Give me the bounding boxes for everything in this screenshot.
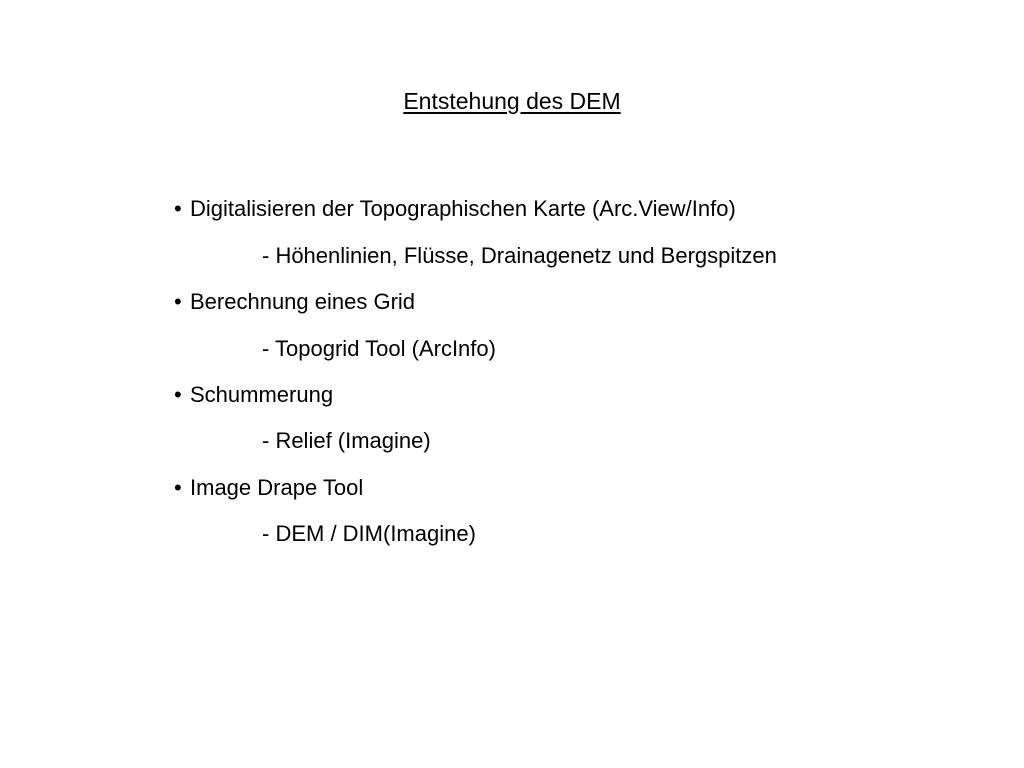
bullet-text: Image Drape Tool	[190, 475, 364, 500]
bullet-item	[174, 289, 415, 314]
bullet-text: Berechnung eines Grid	[190, 289, 416, 314]
bullet-text: Schummerung	[190, 382, 334, 407]
bullet-icon: •	[174, 475, 182, 500]
bullet-icon: •	[174, 289, 182, 314]
bullet-item	[174, 382, 333, 407]
slide-title: Entstehung des DEM	[403, 88, 621, 114]
bullet-icon: •	[174, 382, 182, 407]
bullet-icon: •	[174, 196, 182, 221]
sub-item: - Relief (Imagine)	[262, 428, 431, 453]
sub-item: - Höhenlinien, Flüsse, Drainagenetz und Bergspitzen	[262, 243, 777, 268]
sub-item: - Topogrid Tool (ArcInfo)	[262, 336, 496, 361]
bullet-text: Digitalisieren der Topographischen Karte (Arc.View/Info)	[190, 196, 736, 221]
bullet-item	[174, 475, 363, 500]
sub-item: - DEM / DIM(Imagine)	[262, 521, 476, 546]
bullet-item	[174, 196, 736, 221]
